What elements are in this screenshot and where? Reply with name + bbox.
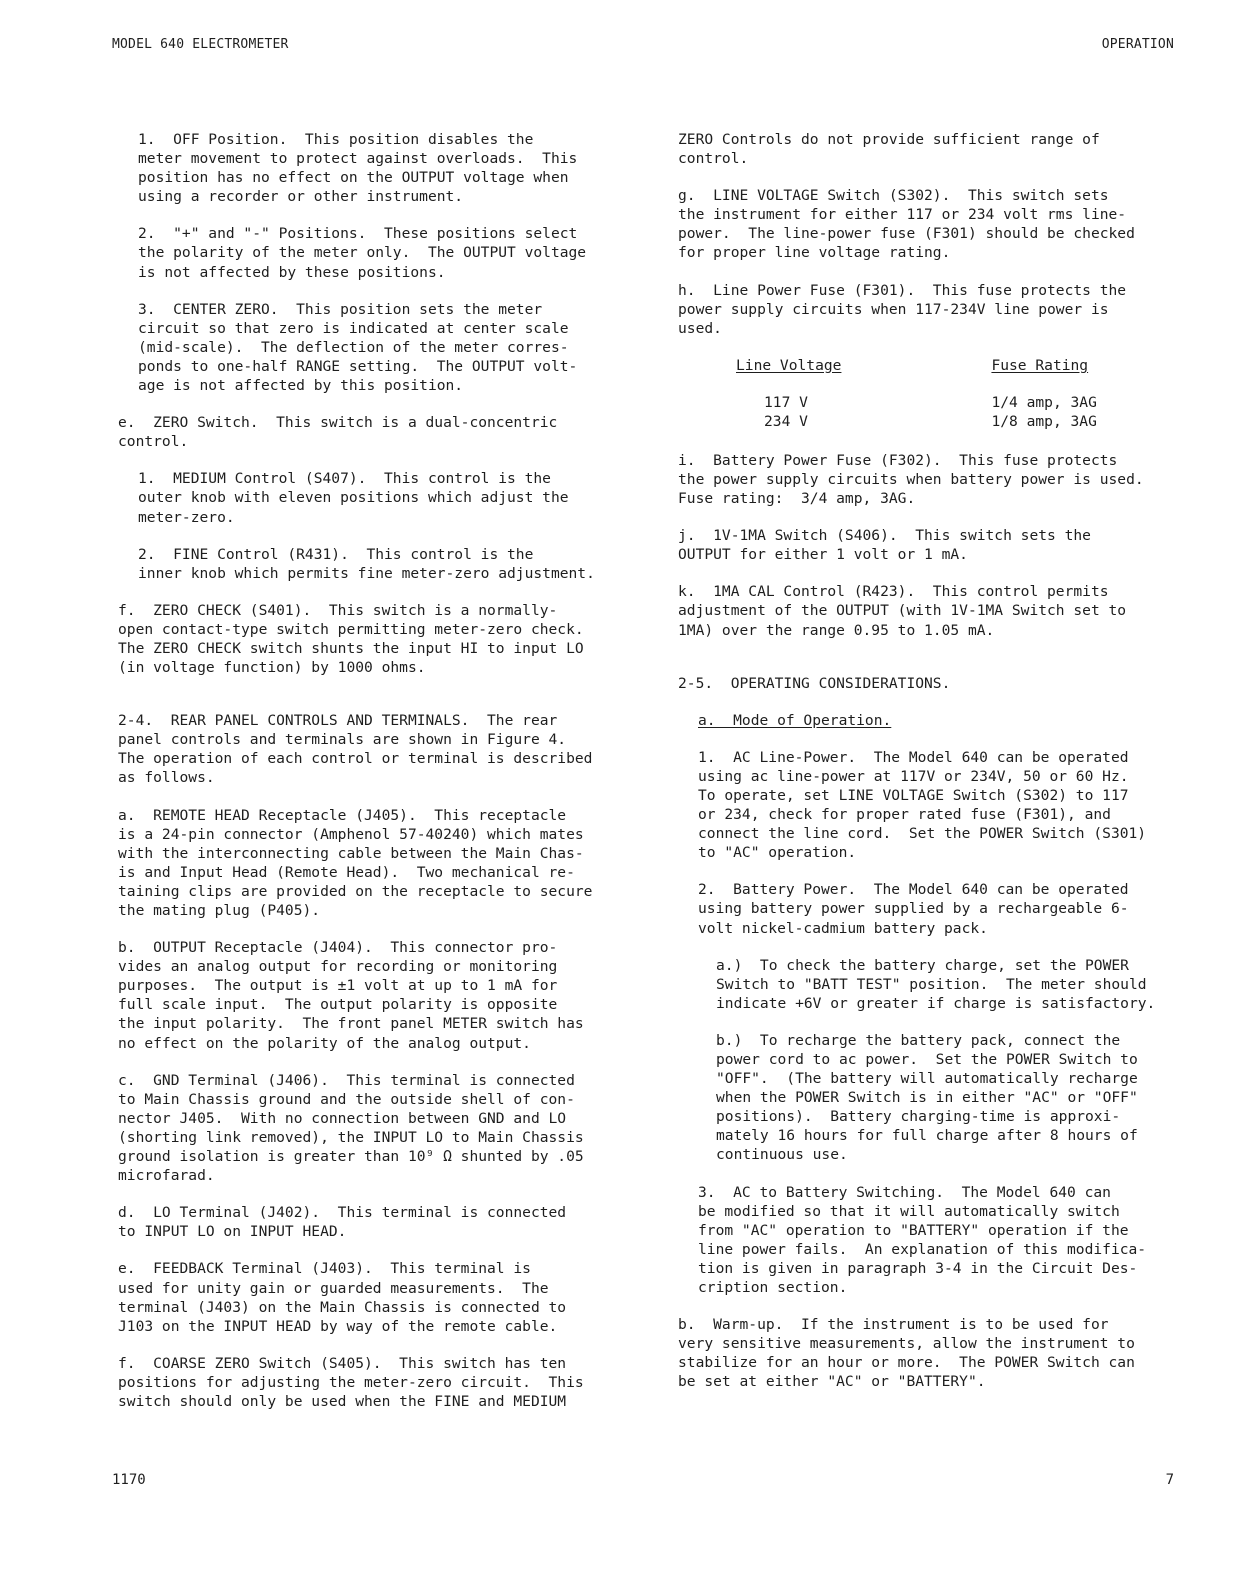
line-power-fuse-paragraph: h. Line Power Fuse (F301). This fuse protects the power supply circuits when 117-234V line power is used. bbox=[678, 281, 1127, 337]
output-receptacle-paragraph: b. OUTPUT Receptacle (J404). This connector pro- vides an analog output for recording or monitoring purposes. The output is ±1 volt at up to 1 mA for full scale input. The output polarity is opposite the input polarity. The front panel METER switch has no effect on the polarity of the analog output. bbox=[118, 939, 584, 1052]
ac-line-power-paragraph: 1. AC Line-Power. The Model 640 can be operated using ac line-power at 117V or 234V, 50 or 60 Hz. To operate, set LINE VOLTAGE Switch (S302) to 117 or 234, check for proper rated fuse (F301), and connect the line cord. Set the POWER Switch (S301) to "AC" operation. bbox=[698, 748, 1147, 862]
fuse-rating-header: Fuse Rating bbox=[991, 356, 1089, 374]
ac-battery-switching-paragraph: 3. AC to Battery Switching. The Model 640 can be modified so that it will automatically switch from "AC" operation to "BATTERY" operation if the line power fails. An explanation of this modifica- tion is given in paragraph 3-4 in the Circuit Des- cription section. bbox=[698, 1183, 1147, 1297]
mode-of-operation-heading: a. Mode of Operation. bbox=[698, 711, 892, 729]
coarse-zero-paragraph: f. COARSE ZERO Switch (S405). This switch has ten positions for adjusting the meter-zero circuit. This switch should only be used when the FINE and MEDIUM bbox=[118, 1354, 584, 1410]
page-number: 7 bbox=[1165, 1472, 1174, 1488]
cal-control-paragraph: k. 1MA CAL Control (R423). This control permits adjustment of the OUTPUT (with 1V-1MA Switch set to 1MA) over the range 0.95 to 1.05 mA. bbox=[678, 583, 1127, 639]
medium-control-paragraph: 1. MEDIUM Control (S407). This control is the outer knob with eleven positions which adjust the meter-zero. bbox=[138, 470, 569, 526]
feedback-terminal-paragraph: e. FEEDBACK Terminal (J403). This terminal is used for unity gain or guarded measurements. The terminal (J403) on the Main Chassis is connected to J103 on the INPUT HEAD by way of the remote cable. bbox=[118, 1260, 567, 1335]
zero-controls-continuation: ZERO Controls do not provide sufficient range of control. bbox=[678, 131, 1100, 168]
lo-terminal-paragraph: d. LO Terminal (J402). This terminal is connected to INPUT LO on INPUT HEAD. bbox=[118, 1204, 567, 1241]
battery-recharge-paragraph: b.) To recharge the battery pack, connect the power cord to ac power. Set the POWER Switch to "OFF". (The battery will automatically recharge when the POWER Switch is in either "AC" or "OFF" positions). Battery charging-time is approxi- mately 16 hours for full charge after 8 hours of continuous use. bbox=[716, 1031, 1138, 1164]
voltage-cell: 117 V bbox=[764, 393, 808, 411]
header-section: OPERATION bbox=[1101, 37, 1174, 52]
rear-panel-section-heading: 2-4. REAR PANEL CONTROLS AND TERMINALS. The rear panel controls and terminals are shown in Figure 4. The operation of each control or terminal is described as follows. bbox=[118, 712, 593, 787]
meter-polarity-paragraph: 2. "+" and "-" Positions. These positions select the polarity of the meter only. The OUTPUT voltage is not affected by these positions. bbox=[138, 225, 587, 281]
fine-control-paragraph: 2. FINE Control (R431). This control is the inner knob which permits fine meter-zero adjustment. bbox=[138, 545, 595, 582]
battery-check-paragraph: a.) To check the battery charge, set the POWER Switch to "BATT TEST" position. The meter should indicate +6V or greater if charge is satisfactory. bbox=[716, 956, 1156, 1012]
zero-switch-paragraph: e. ZERO Switch. This switch is a dual-concentric control. bbox=[118, 414, 558, 451]
page-header bbox=[112, 37, 1174, 57]
fuse-table-header bbox=[736, 356, 1097, 393]
warm-up-paragraph: b. Warm-up. If the instrument is to be used for very sensitive measurements, allow the instrument to stabilize for an hour or more. The POWER Switch can be set at either "AC" or "BATTERY". bbox=[678, 1316, 1135, 1391]
meter-center-zero-paragraph: 3. CENTER ZERO. This position sets the meter circuit so that zero is indicated at center scale (mid-scale). The deflection of the meter corres- ponds to one-half RANGE setting. The OUTPUT volt- age is not affected by this position. bbox=[138, 300, 578, 395]
battery-power-paragraph: 2. Battery Power. The Model 640 can be operated using battery power supplied by a rechargeable 6- volt nickel-cadmium battery pack. bbox=[698, 881, 1129, 937]
rating-cell: 1/4 amp, 3AG bbox=[991, 393, 1097, 411]
line-voltage-header: Line Voltage bbox=[736, 356, 842, 374]
meter-off-paragraph: 1. OFF Position. This position disables the meter movement to protect against overloads. This position has no effect on the OUTPUT voltage when using a recorder or other instrument. bbox=[138, 131, 578, 206]
zero-check-paragraph: f. ZERO CHECK (S401). This switch is a normally- open contact-type switch permitting meter-zero check. The ZERO CHECK switch shunts the input HI to input LO (in voltage function) by 1000 ohms. bbox=[118, 601, 584, 677]
fuse-rating-table bbox=[736, 356, 1097, 431]
voltage-cell: 234 V bbox=[764, 412, 808, 430]
rating-cell: 1/8 amp, 3AG bbox=[991, 412, 1097, 430]
left-column bbox=[118, 130, 638, 1429]
operating-considerations-heading: 2-5. OPERATING CONSIDERATIONS. bbox=[678, 674, 951, 692]
right-column bbox=[678, 130, 1190, 1410]
output-switch-paragraph: j. 1V-1MA Switch (S406). This switch sets the OUTPUT for either 1 volt or 1 mA. bbox=[678, 527, 1091, 564]
table-row bbox=[736, 412, 1097, 431]
remote-head-paragraph: a. REMOTE HEAD Receptacle (J405). This receptacle is a 24-pin connector (Amphenol 57-40240) which mates with the interconnecting cable between the Main Chas- is and Input Head (Remote Head). Two mechanical re- taining clips are provided on the receptacle to secure the mating plug (P405). bbox=[118, 806, 593, 919]
page-footer bbox=[112, 1472, 1174, 1488]
battery-power-fuse-paragraph: i. Battery Power Fuse (F302). This fuse protects the power supply circuits when battery power is used. Fuse rating: 3/4 amp, 3AG. bbox=[678, 451, 1144, 508]
table-row bbox=[736, 393, 1097, 412]
header-title: MODEL 640 ELECTROMETER bbox=[112, 37, 289, 52]
document-number: 1170 bbox=[112, 1472, 146, 1488]
gnd-terminal-paragraph: c. GND Terminal (J406). This terminal is connected to Main Chassis ground and the outside shell of con- nector J405. With no connection between GND and LO (shorting link removed), the INPUT LO to Main Chassis ground isolation is greater than 10⁹ Ω shunted by .05 microfarad. bbox=[118, 1071, 584, 1185]
line-voltage-switch-paragraph: g. LINE VOLTAGE Switch (S302). This switch sets the instrument for either 117 or 234 volt rms line- power. The line-power fuse (F301) should be checked for proper line voltage rating. bbox=[678, 187, 1135, 262]
